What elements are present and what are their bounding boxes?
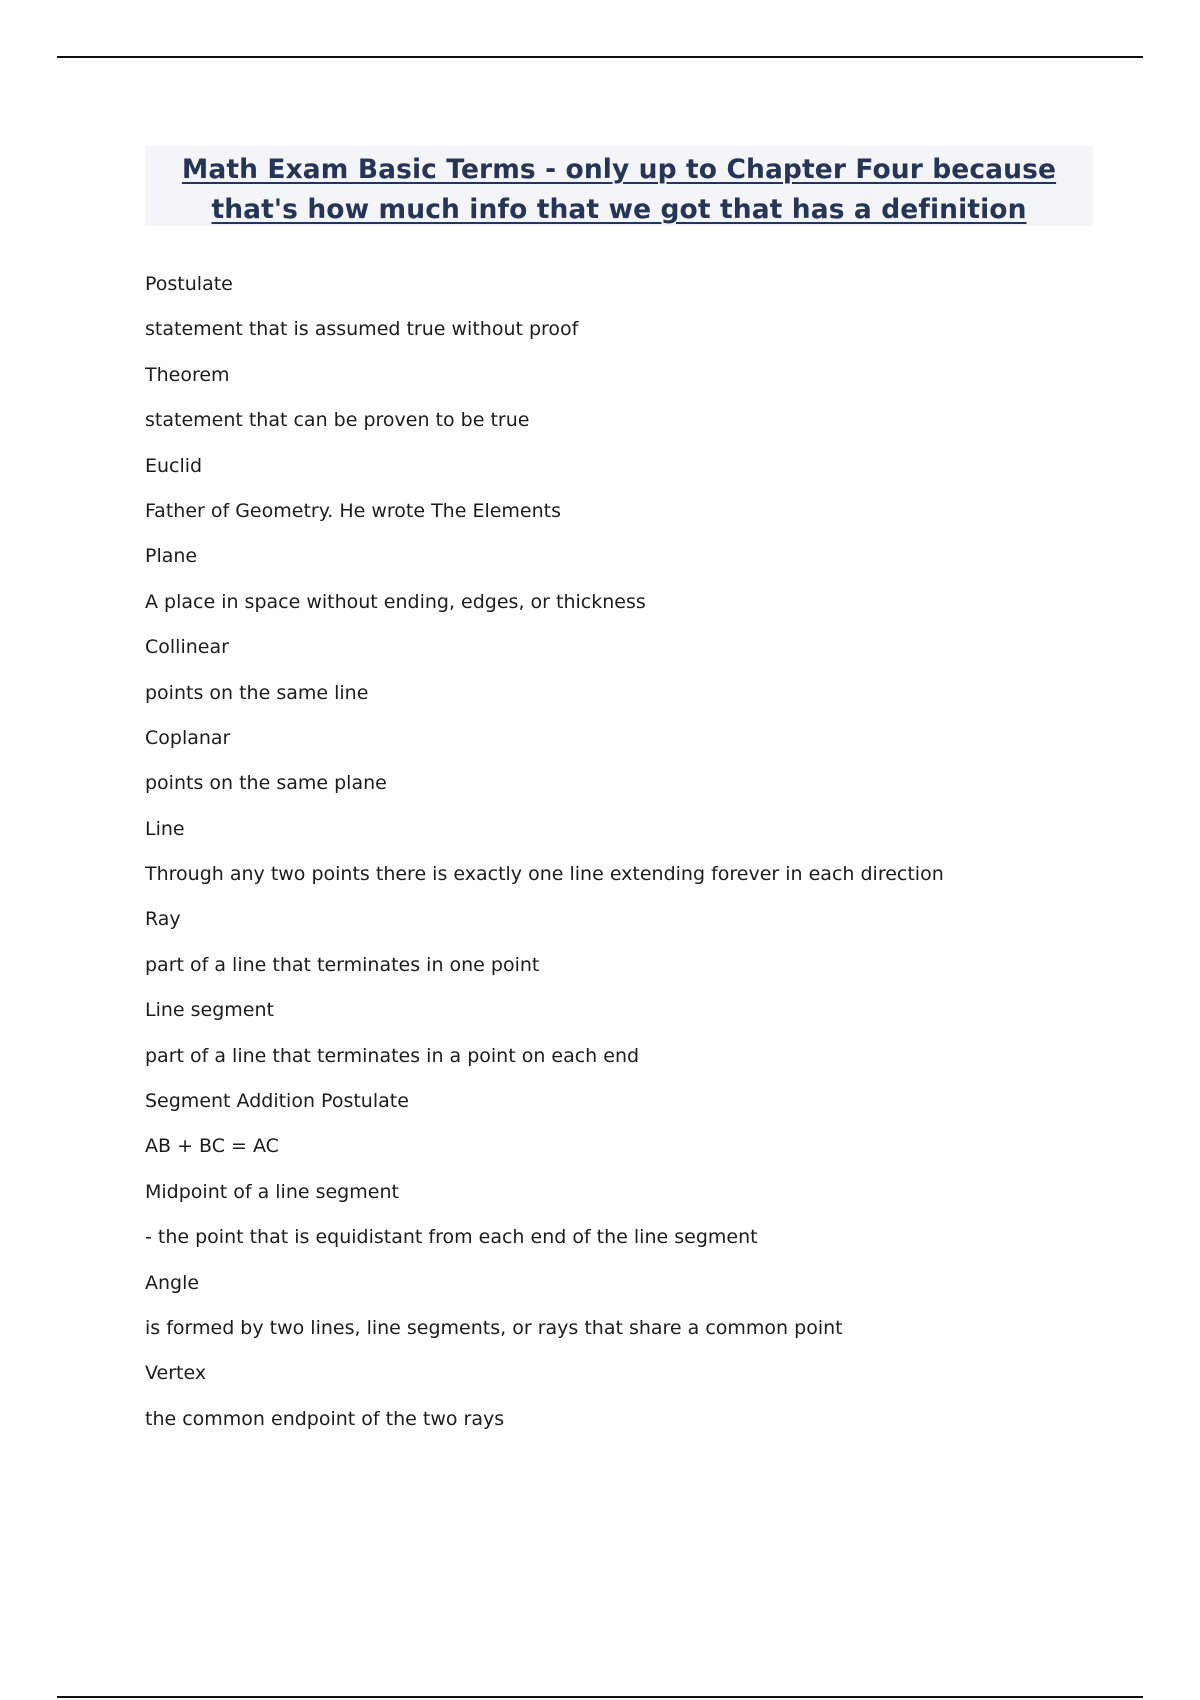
term-entry [145,1087,1095,1178]
term-word: Plane [145,545,198,568]
term-word: Segment Addition Postulate [145,1090,409,1113]
term-entry [145,452,1095,543]
term-definition: points on the same plane [145,772,387,795]
term-definition: statement that is assumed true without proof [145,318,579,341]
term-word: Vertex [145,1362,207,1385]
term-word: Collinear [145,636,229,659]
term-entry [145,1178,1095,1269]
term-definition: is formed by two lines, line segments, or rays that share a common point [145,1316,843,1339]
term-word: Coplanar [145,726,231,749]
term-word: Postulate [145,273,233,295]
top-rule [57,56,1143,58]
term-entry [145,270,1095,361]
term-definition: - the point that is equidistant from each end of the line segment [145,1226,758,1249]
term-word: Ray [145,908,181,931]
term-entry [145,1269,1095,1360]
term-entry [145,542,1095,633]
terms-list [145,270,1095,1450]
term-definition: Father of Geometry. He wrote The Elements [145,499,562,522]
term-word: Angle [145,1271,200,1294]
term-entry [145,905,1095,996]
term-definition: part of a line that terminates in a point on each end [145,1044,640,1067]
term-definition: the common endpoint of the two rays [145,1407,505,1430]
bottom-rule [57,1696,1143,1698]
page-title: Math Exam Basic Terms - only up to Chapter Four because that's how much info that we got that has a definition [181,154,1057,225]
term-definition: part of a line that terminates in one point [145,953,540,976]
title-banner [145,146,1093,226]
term-word: Theorem [145,363,230,386]
term-word: Midpoint of a line segment [145,1180,399,1203]
term-word: Line [145,817,185,840]
term-word: Line segment [145,999,274,1022]
term-entry [145,633,1095,724]
term-entry [145,724,1095,815]
term-definition: statement that can be proven to be true [145,409,530,432]
term-entry [145,361,1095,452]
term-definition: A place in space without ending, edges, or thickness [145,590,646,613]
term-word: Euclid [145,454,203,477]
term-entry [145,1359,1095,1450]
term-definition: points on the same line [145,681,369,704]
term-definition: Through any two points there is exactly one line extending forever in each direction [145,863,944,886]
term-entry [145,815,1095,906]
term-definition: AB + BC = AC [145,1135,279,1158]
term-entry [145,996,1095,1087]
